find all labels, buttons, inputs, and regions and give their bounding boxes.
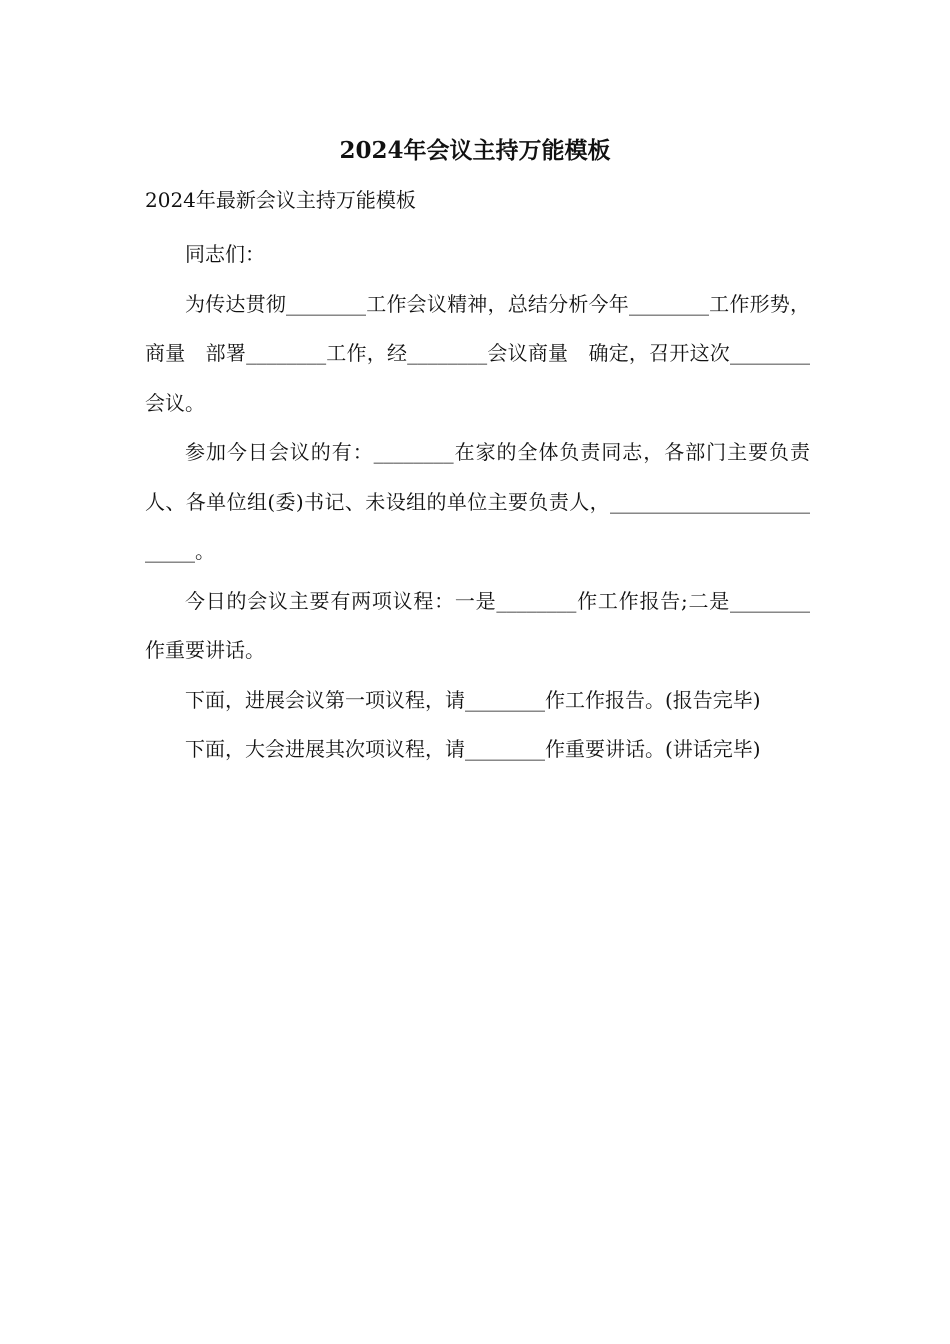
purpose-paragraph: 为传达贯彻________工作会议精神，总结分析今年________工作形势，商量 部署________工作，经________会议商量 确定，召开这次________会议。 [145,291,810,415]
salutation-paragraph: 同志们： [185,242,265,266]
agenda-item-two-paragraph: 下面，大会进展其次项议程，请________作重要讲话。(讲话完毕) [185,737,761,761]
agenda-paragraph: 今日的会议主要有两项议程：一是________作工作报告;二是________作重要讲话。 [145,588,810,662]
document-title: 2024年会议主持万能模板 [339,137,611,164]
document-body [145,230,810,775]
attendees-paragraph: 参加今日会议的有：________在家的全体负责同志，各部门主要负责人、各单位组(委)书记、未设组的单位主要负责人，_________________________。 [145,440,810,563]
document-subtitle: 2024年最新会议主持万能模板 [145,188,416,212]
agenda-item-one-paragraph: 下面，进展会议第一项议程，请________作工作报告。(报告完毕) [185,687,761,712]
